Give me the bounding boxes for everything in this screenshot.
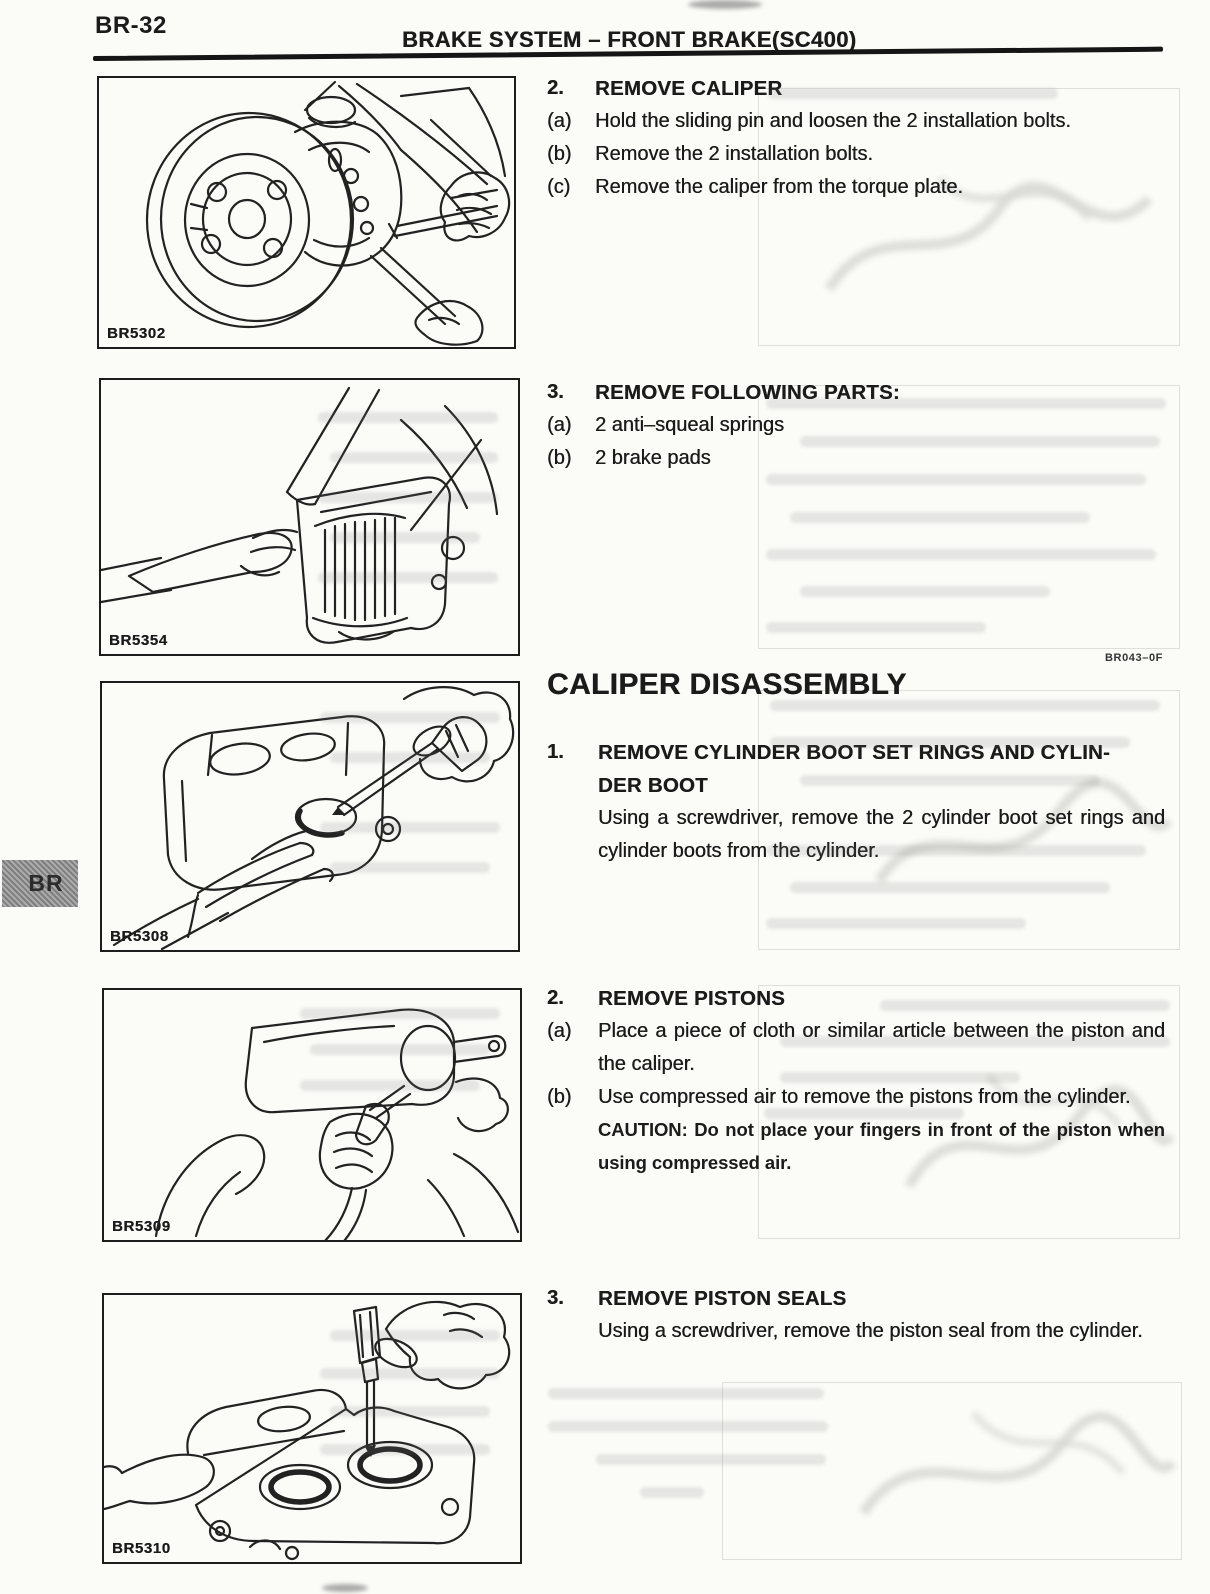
bleed-through-text-line xyxy=(330,452,498,463)
step-marker: (b) xyxy=(547,143,572,165)
step-title: REMOVE PISTONS xyxy=(598,987,785,1010)
disassembly-heading: CALIPER DISASSEMBLY xyxy=(547,668,907,701)
step-text: Hold the sliding pin and loosen the 2 installation bolts. xyxy=(595,110,1071,132)
bleed-through-text-line xyxy=(766,398,1166,409)
bleed-through-text-line xyxy=(800,775,1100,786)
page-title: BRAKE SYSTEM – FRONT BRAKE(SC400) xyxy=(402,27,857,52)
step-text: Use compressed air to remove the pistons from the cylinder. xyxy=(598,1086,1131,1108)
step-row xyxy=(547,138,1165,171)
step-title: REMOVE PISTON SEALS xyxy=(598,1287,847,1310)
bleed-through-text-line xyxy=(318,492,498,503)
figure-label: BR5354 xyxy=(109,632,168,649)
bleed-through-text-line xyxy=(548,1421,828,1432)
caution-text: CAUTION: Do not place your fingers in front of the piston when using compressed air. xyxy=(598,1119,1165,1173)
step-marker: (b) xyxy=(547,447,572,469)
section-tab-br xyxy=(2,860,78,907)
bleed-through-text-line xyxy=(770,737,1130,748)
caution-row xyxy=(547,1114,1165,1180)
bleed-through-box xyxy=(722,1382,1182,1560)
disassembly-step-piston-seals xyxy=(547,1282,1165,1348)
step-marker: (a) xyxy=(547,414,572,436)
bleed-through-text-line xyxy=(768,88,1058,99)
step-body-row xyxy=(547,802,1165,868)
bleed-through-text-line xyxy=(330,752,490,763)
bleed-through-text-line xyxy=(318,412,498,423)
figure-box-caliper-removal xyxy=(97,76,516,349)
bleed-through-text-line xyxy=(330,532,480,543)
bleed-through-text-line xyxy=(766,474,1146,485)
bleed-through-text-line xyxy=(320,822,500,833)
figure-label: BR5302 xyxy=(107,325,166,342)
page-number: BR-32 xyxy=(95,12,167,39)
section-number: 2. xyxy=(547,77,564,99)
compressed-air-piston-removal-drawing xyxy=(104,990,520,1240)
revision-code: BR043–0F xyxy=(1105,652,1163,664)
bleed-through-text-line xyxy=(764,1108,964,1119)
step-row xyxy=(547,171,1165,204)
figure-label: BR5309 xyxy=(112,1218,171,1235)
section-remove-parts xyxy=(547,376,1165,475)
scan-smudge xyxy=(688,0,762,9)
bleed-through-text-line xyxy=(640,1487,704,1498)
figure-label: BR5310 xyxy=(112,1540,171,1557)
figure-box-piston-removal xyxy=(102,988,522,1242)
bleed-through-text-line xyxy=(780,1036,1170,1047)
step-text: Place a piece of cloth or similar article between the piston and the caliper. xyxy=(598,1020,1165,1075)
bleed-through-text-line xyxy=(320,1368,500,1379)
bleed-through-text-line xyxy=(330,862,490,873)
bleed-through-text-line xyxy=(790,512,1090,523)
bleed-through-text-line xyxy=(320,712,500,723)
bleed-through-text-line xyxy=(800,436,1160,447)
bleed-through-text-line xyxy=(780,1072,1020,1083)
bleed-through-text-line xyxy=(766,918,1026,929)
step-row xyxy=(547,105,1165,138)
figure-label: BR5308 xyxy=(110,928,169,945)
bleed-through-text-line xyxy=(880,1000,1170,1011)
bleed-through-text-line xyxy=(596,1454,826,1465)
bleed-through-text-line xyxy=(330,1406,490,1417)
bleed-through-text-line xyxy=(548,1388,824,1399)
bleed-through-text-line xyxy=(766,622,986,633)
boot-set-ring-screwdriver-drawing xyxy=(102,683,518,950)
scan-smudge xyxy=(322,1584,368,1592)
bleed-through-text-line xyxy=(320,1444,490,1455)
section-title: REMOVE FOLLOWING PARTS: xyxy=(595,381,900,404)
step-marker: (c) xyxy=(547,176,571,198)
bleed-through-text-line xyxy=(800,586,1050,597)
bleed-through-text-line xyxy=(300,1008,500,1019)
step-number: 1. xyxy=(547,741,564,763)
step-title-line1: REMOVE CYLINDER BOOT SET RINGS AND CYLIN- xyxy=(598,741,1110,764)
bleed-through-text-line xyxy=(300,1080,480,1091)
bleed-through-text-line xyxy=(770,700,1160,711)
bleed-through-text-line xyxy=(766,845,1146,856)
step-number: 3. xyxy=(547,1287,564,1309)
bleed-through-text-line xyxy=(790,882,1110,893)
step-marker: (a) xyxy=(547,1020,572,1042)
step-marker: (a) xyxy=(547,110,572,132)
step-body: Using a screwdriver, remove the 2 cylinder boot set rings and cylinder boots from the cylinder. xyxy=(598,807,1165,862)
step-text: 2 brake pads xyxy=(595,447,711,469)
section-title: REMOVE CALIPER xyxy=(595,77,783,100)
bleed-through-text-line xyxy=(310,1044,490,1055)
step-text: 2 anti–squeal springs xyxy=(595,414,785,436)
step-body: Using a screwdriver, remove the piston seal from the cylinder. xyxy=(598,1320,1143,1342)
step-number: 2. xyxy=(547,987,564,1009)
step-body-row xyxy=(547,1315,1165,1348)
step-text: Remove the caliper from the torque plate. xyxy=(595,176,963,198)
step-marker: (b) xyxy=(547,1086,572,1108)
step-text: Remove the 2 installation bolts. xyxy=(595,143,873,165)
step-title-line2: DER BOOT xyxy=(598,774,708,797)
bleed-through-text-line xyxy=(318,572,498,583)
bleed-through-text-line xyxy=(330,1330,500,1341)
section-number: 3. xyxy=(547,381,564,403)
bleed-through-text-line xyxy=(766,549,1156,560)
rotor-caliper-wrench-drawing xyxy=(99,78,514,347)
section-tab-label: BR xyxy=(28,870,64,896)
section-heading-row xyxy=(547,1282,1165,1315)
